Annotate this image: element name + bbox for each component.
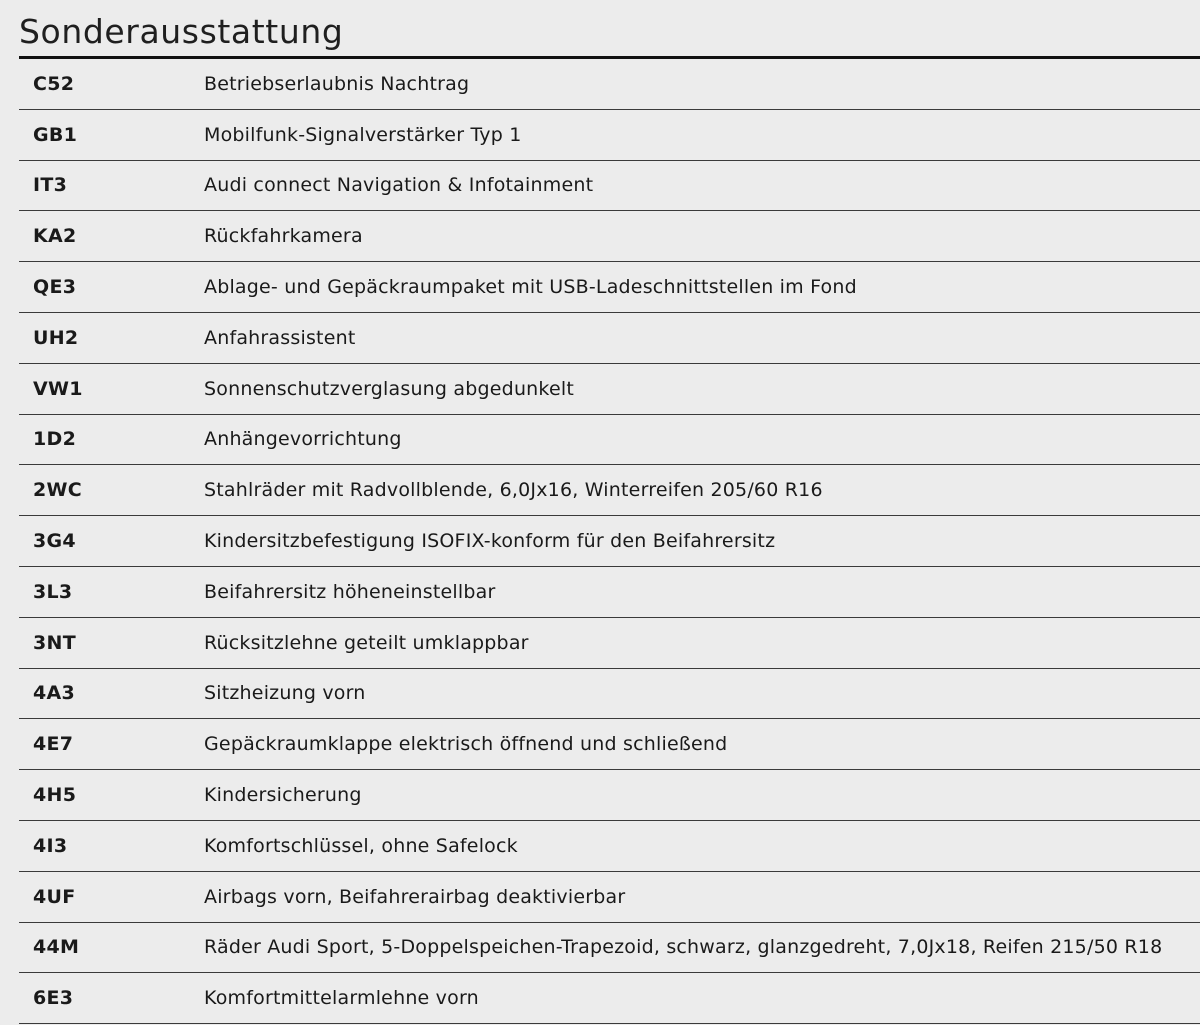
equipment-row	[19, 313, 1200, 364]
equipment-description: Komfortmittelarmlehne vorn	[204, 987, 479, 1010]
equipment-row	[19, 821, 1200, 872]
equipment-description: Ablage- und Gepäckraumpaket mit USB-Ladeschnittstellen im Fond	[204, 276, 857, 299]
equipment-row	[19, 262, 1200, 313]
equipment-code: 4I3	[33, 834, 68, 857]
equipment-description: Beifahrersitz höheneinstellbar	[204, 580, 496, 603]
equipment-code: 44M	[33, 936, 80, 959]
equipment-code: QE3	[33, 276, 77, 299]
equipment-code: GB1	[33, 123, 78, 146]
equipment-code: 3G4	[33, 530, 76, 553]
equipment-row	[19, 415, 1200, 466]
equipment-row	[19, 719, 1200, 770]
equipment-row	[19, 516, 1200, 567]
equipment-code: 3NT	[33, 631, 76, 654]
equipment-description: Sitzheizung vorn	[204, 682, 366, 705]
equipment-code: IT3	[33, 174, 68, 197]
equipment-row	[19, 465, 1200, 516]
equipment-description: Anfahrassistent	[204, 326, 356, 349]
equipment-description: Anhängevorrichtung	[204, 428, 402, 451]
equipment-code: 2WC	[33, 479, 83, 502]
equipment-row	[19, 59, 1200, 110]
equipment-code: 4E7	[33, 733, 74, 756]
equipment-row	[19, 923, 1200, 974]
equipment-code: 4A3	[33, 682, 76, 705]
equipment-list	[19, 59, 1200, 1024]
equipment-code: 3L3	[33, 580, 73, 603]
section-title: Sonderausstattung	[19, 12, 344, 51]
equipment-code: 1D2	[33, 428, 77, 451]
equipment-row	[19, 973, 1200, 1024]
equipment-description: Mobilfunk-Signalverstärker Typ 1	[204, 123, 522, 146]
equipment-row	[19, 872, 1200, 923]
equipment-row	[19, 618, 1200, 669]
equipment-code: C52	[33, 72, 75, 95]
equipment-row	[19, 770, 1200, 821]
equipment-row	[19, 211, 1200, 262]
equipment-row	[19, 364, 1200, 415]
equipment-description: Räder Audi Sport, 5-Doppelspeichen-Trapezoid, schwarz, glanzgedreht, 7,0Jx18, Reifen 215/50 R18	[204, 936, 1163, 959]
equipment-code: VW1	[33, 377, 83, 400]
equipment-code: 6E3	[33, 987, 74, 1010]
equipment-description: Rückfahrkamera	[204, 225, 363, 248]
equipment-code: UH2	[33, 326, 79, 349]
equipment-row	[19, 110, 1200, 161]
equipment-row	[19, 669, 1200, 720]
equipment-row	[19, 161, 1200, 212]
equipment-code: KA2	[33, 225, 77, 248]
equipment-description: Stahlräder mit Radvollblende, 6,0Jx16, Winterreifen 205/60 R16	[204, 479, 823, 502]
equipment-code: 4UF	[33, 885, 76, 908]
equipment-row	[19, 567, 1200, 618]
equipment-description: Kindersicherung	[204, 784, 362, 807]
equipment-description: Audi connect Navigation & Infotainment	[204, 174, 594, 197]
equipment-description: Komfortschlüssel, ohne Safelock	[204, 834, 518, 857]
equipment-description: Betriebserlaubnis Nachtrag	[204, 72, 470, 95]
equipment-code: 4H5	[33, 784, 77, 807]
equipment-description: Airbags vorn, Beifahrerairbag deaktivierbar	[204, 885, 626, 908]
equipment-description: Sonnenschutzverglasung abgedunkelt	[204, 377, 574, 400]
equipment-description: Gepäckraumklappe elektrisch öffnend und schließend	[204, 733, 728, 756]
equipment-description: Kindersitzbefestigung ISOFIX-konform für den Beifahrersitz	[204, 530, 776, 553]
equipment-description: Rücksitzlehne geteilt umklappbar	[204, 631, 529, 654]
